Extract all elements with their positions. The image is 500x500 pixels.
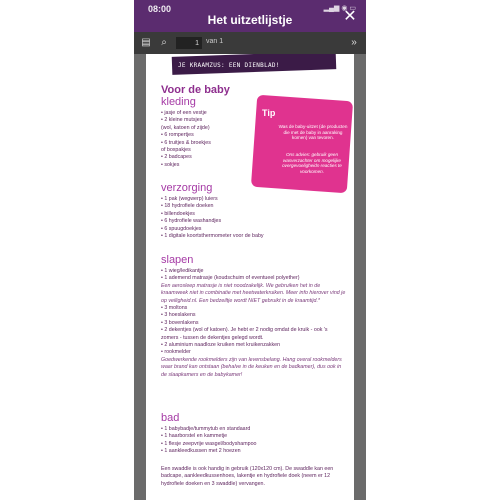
section-heading-slapen: slapen	[161, 254, 194, 266]
tip-advice: Ons advies: gebruik geen wasverzachter om mogelijke overgevoeligheids-reacties te voorkomen.	[282, 152, 342, 175]
list-item: • 1 flesje zeepvrije wasgel/bodyshampoo	[161, 440, 257, 447]
close-icon[interactable]: ✕	[343, 8, 357, 25]
status-indicators: ▂▄▆ ◉ ▭	[323, 5, 356, 12]
list-item: • 3 bovenlakens	[161, 319, 199, 326]
list-item: • 3 moltons	[161, 305, 188, 312]
list-item: • 2 dekentjes (wol of katoen). Je hebt er 2 nodig omdat de kruik - ook 's zomers - tussen de dekentjes gelegd wordt.	[161, 327, 328, 341]
header-bar	[134, 0, 366, 32]
list-item: • 6 spuugdoekjes	[161, 225, 202, 232]
note-rookmelder: Goedwerkende rookmelders zijn van levensbelang. Hang overal rookmelders waar brand kan ontstaan (behalve in de keuken en de badkamer), dus ook in de slaapkamers en de babykamer!	[161, 356, 342, 378]
search-icon[interactable]: ⌕	[161, 37, 167, 48]
page-title: Het uitzetlijstje	[207, 13, 293, 27]
list-item: • 1 ademend matrasje (koudschuim of eventueel polyether)	[161, 275, 300, 282]
list-item: (wol, katoen of zijde)	[161, 124, 210, 131]
list-kleding	[161, 110, 256, 169]
list-item: of boxpakjes	[161, 147, 191, 154]
list-item: • 1 digitale koortsthermometer voor de baby	[161, 233, 264, 240]
list-verzorging	[161, 196, 346, 240]
list-item: • 1 aankleedkussen met 2 hoezen	[161, 448, 241, 455]
list-item: • 2 kleine mutsjes	[161, 117, 203, 124]
pdf-toolbar	[134, 32, 366, 54]
list-item: • 6 rompertjes	[161, 132, 194, 139]
section-heading-bad: bad	[161, 412, 180, 424]
tip-title: Tip	[262, 108, 276, 118]
pdf-page[interactable]	[146, 54, 354, 500]
section-heading-verzorging: verzorging	[161, 182, 213, 194]
list-item: • jasje of een vestje	[161, 110, 207, 116]
list-item: • sokjes	[161, 161, 180, 168]
list-item: • 1 haarborstel en kammetje	[161, 433, 228, 440]
list-item: • 1 pak (wegwerp) luiers	[161, 196, 218, 202]
chevrons-right-icon[interactable]: »	[351, 37, 357, 48]
doc-title: Voor de baby	[161, 84, 230, 96]
banner-text: JE KRAAMZUS: EEN DIENBLAD!	[178, 62, 280, 69]
list-item: • rookmelder	[161, 349, 191, 356]
list-item: • 2 aluminium naadloze kruiken met kruikenzakken	[161, 342, 281, 349]
list-item: • 1 babybadje/tummytub en standaard	[161, 426, 251, 432]
list-item: • 3 hoeslakens	[161, 312, 196, 319]
list-item: • 18 hydrofiele doeken	[161, 203, 214, 210]
list-item: • 6 hydrofiele washandjes	[161, 218, 222, 225]
status-time: 08:00	[148, 4, 172, 14]
tip-text: Was de baby-uitzet (de producten die met de baby in aanraking komen) van tevoren.	[278, 124, 348, 141]
list-item: • 2 badcapes	[161, 154, 192, 161]
list-bad	[161, 426, 346, 456]
section-heading-kleding: kleding	[161, 96, 196, 108]
swaddle-note: Een swaddle is ook handig in gebruik (120x120 cm). De swaddle kan een badcape, aankleedkussenhoes, lakentje en hydrofiele doek (neem er 12 hydrofiele doeken en 3 swaddle) vervangen.	[161, 466, 334, 487]
sidebar-icon[interactable]: ▤	[141, 37, 151, 48]
phone-screen	[134, 0, 366, 500]
list-slapen	[161, 268, 346, 379]
list-item: • billendoekjes	[161, 210, 195, 217]
list-item: • 1 wieg/ledikantje	[161, 268, 204, 274]
list-item: • 6 truitjes & broekjes	[161, 139, 211, 146]
note-aerosleep: Een aerosleep matrasje is niet noodzakelijk. We gebruiken het in de kraamweek niet in combinatie met heetwaterkruiken. Meer info hierover vind je op veiligheid.nl. Een bedzeiltje wordt NIET gebruikt in de kraamtijd.*	[161, 282, 346, 304]
page-of-label: van 1	[206, 38, 224, 45]
page-number-input[interactable]	[176, 37, 202, 49]
